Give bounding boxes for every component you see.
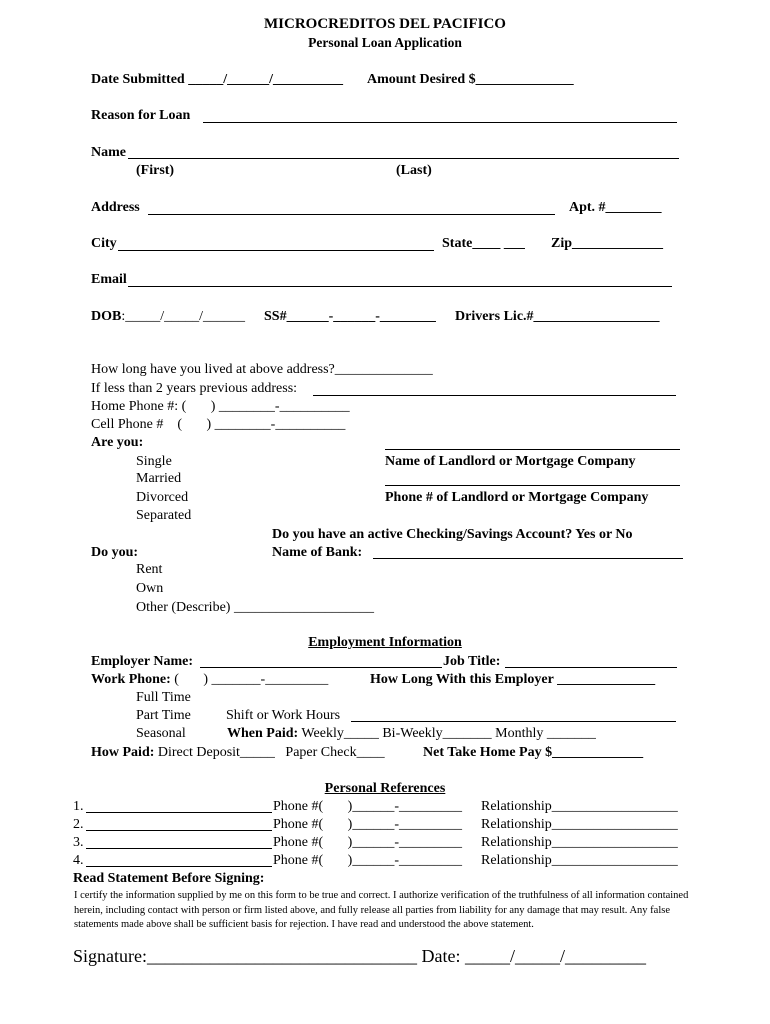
reference-name-input-line[interactable] [86,830,272,831]
reference-relationship-field[interactable]: Relationship__________________ [481,853,678,868]
work-phone-field[interactable] [91,673,328,687]
housing-option[interactable]: Rent [136,562,163,577]
form-subtitle: Personal Loan Application [308,35,462,50]
name-input-line[interactable] [128,158,679,159]
employment-type-option[interactable]: Part Time [136,708,191,723]
name-label: Name [91,145,126,160]
marital-option[interactable]: Separated [136,508,192,523]
employment-heading: Employment Information [308,635,462,650]
references-heading: Personal References [324,781,446,796]
how-paid-field[interactable] [91,746,385,760]
landlord-name-input-line[interactable] [385,449,680,450]
certification-statement: I certify the information supplied by me on this form to be true and correct. I authorize verification of the truthfulness of all information contained herein, including contact with person or firm listed above, and fully release all parties from liability for any damage that may result. Any false statements made above shall be sufficient basis for rejection. I have read and understood the above statement. [74,890,689,930]
first-name-caption: (First) [136,163,175,178]
how-long-address-field[interactable]: How long have you lived at above address?______________ [91,362,433,377]
reason-label: Reason for Loan [91,108,191,123]
ss-field[interactable]: SS#______-______-________ [264,309,436,324]
net-pay-field[interactable]: Net Take Home Pay $_____________ [423,745,644,760]
signature-date-field[interactable]: Signature:______________________________ Date: _____/_____/_________ [73,946,646,966]
reference-number: 4. [73,853,84,868]
address-input-line[interactable] [148,214,555,215]
when-paid-options[interactable]: Weekly_____ Bi-Weekly_______ Monthly _______ [298,726,596,741]
shift-hours-label: Shift or Work Hours [226,708,341,723]
reference-name-input-line[interactable] [86,812,272,813]
when-paid-label: When Paid: [227,726,299,741]
reference-number: 2. [73,817,84,832]
employer-name-input-line[interactable] [200,667,442,668]
how-paid-label: How Paid: [91,745,155,760]
reference-name-input-line[interactable] [86,848,272,849]
work-phone-label: Work Phone: [91,672,171,687]
are-you-label: Are you: [91,435,144,450]
employer-name-label: Employer Name: [91,654,194,669]
city-label: City [91,236,117,251]
job-title-input-line[interactable] [505,667,677,668]
reference-number: 3. [73,835,84,850]
employment-type-option[interactable]: Full Time [136,690,191,705]
how-long-employer-field[interactable]: How Long With this Employer ______________ [370,672,656,687]
job-title-label: Job Title: [443,654,501,669]
marital-option[interactable]: Married [136,471,182,486]
last-name-caption: (Last) [396,163,432,178]
bank-name-label: Name of Bank: [272,545,363,560]
date-submitted-field[interactable]: Date Submitted _____/______/__________ [91,72,343,87]
previous-address-label: If less than 2 years previous address: [91,381,298,396]
employment-type-option[interactable]: Seasonal [136,726,186,741]
shift-hours-input-line[interactable] [351,721,676,722]
reference-number: 1. [73,799,84,814]
signing-heading: Read Statement Before Signing: [73,871,265,886]
city-input-line[interactable] [118,250,434,251]
home-phone-field[interactable]: Home Phone #: ( ) ________-__________ [91,399,350,414]
work-phone-line[interactable]: ( ) _______-_________ [170,672,329,687]
landlord-name-label: Name of Landlord or Mortgage Company [385,454,636,469]
reference-relationship-field[interactable]: Relationship__________________ [481,799,678,814]
cell-phone-field[interactable]: Cell Phone # ( ) ________-__________ [91,417,346,432]
email-label: Email [91,272,127,287]
form-title: MICROCREDITOS DEL PACIFICO [264,16,506,32]
dob-label: DOB [91,309,122,324]
reason-input-line[interactable] [203,122,677,123]
reference-phone-field[interactable]: Phone #( )______-_________ [273,817,462,832]
housing-option[interactable]: Own [136,581,164,596]
dob-field[interactable] [91,310,245,324]
reference-phone-field[interactable]: Phone #( )______-_________ [273,835,462,850]
marital-option[interactable]: Single [136,454,172,469]
housing-option[interactable]: Other (Describe) ____________________ [136,600,374,615]
marital-option[interactable]: Divorced [136,490,189,505]
email-input-line[interactable] [128,286,672,287]
reference-relationship-field[interactable]: Relationship__________________ [481,835,678,850]
amount-desired-field[interactable]: Amount Desired $______________ [367,72,574,87]
address-label: Address [91,200,140,215]
do-you-label: Do you: [91,545,139,560]
checking-account-question: Do you have an active Checking/Savings Account? Yes or No [272,527,633,542]
reference-phone-field[interactable]: Phone #( )______-_________ [273,853,462,868]
previous-address-input-line[interactable] [313,395,676,396]
reference-name-input-line[interactable] [86,866,272,867]
reference-phone-field[interactable]: Phone #( )______-_________ [273,799,462,814]
dob-line[interactable]: :_____/_____/______ [121,309,246,324]
landlord-phone-input-line[interactable] [385,485,680,486]
state-field[interactable]: State____ ___ [442,236,525,251]
zip-field[interactable]: Zip_____________ [551,236,664,251]
apt-field[interactable]: Apt. #________ [569,200,662,215]
landlord-phone-label: Phone # of Landlord or Mortgage Company [385,490,649,505]
how-paid-options[interactable]: Direct Deposit_____ Paper Check____ [154,745,385,760]
reference-relationship-field[interactable]: Relationship__________________ [481,817,678,832]
bank-name-input-line[interactable] [373,558,683,559]
when-paid-field[interactable] [227,727,596,741]
drivers-license-field[interactable]: Drivers Lic.#__________________ [455,309,660,324]
